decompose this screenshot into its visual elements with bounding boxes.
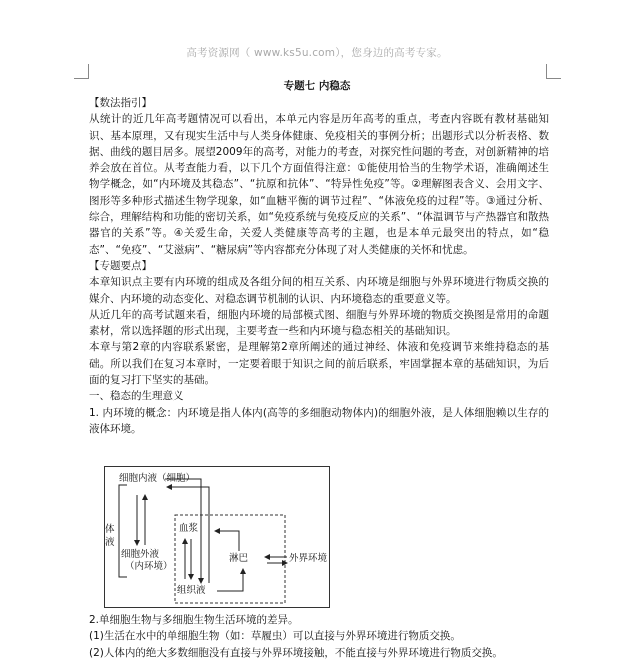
label-external-environment: 外界环境 <box>289 553 328 564</box>
section-heading: 【数法指引】 <box>89 97 152 109</box>
section-heading: 【专题要点】 <box>89 259 152 272</box>
paragraph: (1)生活在水中的单细胞生物（如：草履虫）可以直接与外界环境进行物质交换。 <box>89 630 461 643</box>
paragraph: 从近几年的高考试题来看，细胞内环境的局部模式图、细胞与外界环境的物质交换图是常用的命题素材，常以选择题的形式出现，主要考查一些和内环境与稳态相关的基础知识。 <box>89 308 549 338</box>
paragraph: 本章知识点主要有内环境的组成及各组分间的相互关系、内环境是细胞与外界环境进行物质交换的媒介、内环境的动态变化、对稳态调节机制的认识、内环境稳态的重要意义等。 <box>89 276 549 305</box>
label-interstitial: 组织液 <box>177 585 206 596</box>
label-plasma: 血浆 <box>179 523 199 534</box>
label-internal-environment: （内环境） <box>125 561 173 572</box>
crop-mark-top-right <box>546 64 561 79</box>
subsection-heading: 2.单细胞生物与多细胞生物生活环境的差异。 <box>89 614 299 626</box>
diagram-arrows <box>105 467 329 607</box>
paragraph: 从统计的近几年高考题情况可以看出，本单元内容是历年高考的重点，考查内容既有教材基础知识、基本原理，又有现实生活中与人类身体健康、免疫相关的事例分析；出题形式以分析表格、数据、曲线的题目居多。展望2009年的高考，对能力的考查，对探究性问题的考查，对创新精神的培养会放在首位。从考查能力看，以下几个方面值得注意：①能使用恰当的生物学术语，准确阐述生物学概念，如“内环境及其稳态”、“抗原和抗体”、“特异性免疫”等。②理解图表含义、会用文字、图形等多种形式描述生物学现象，如“血糖平衡的调节过程”、“体液免疫的过程”等。③通过分析、综合，理解结构和功能的密切关系，如“免疫系统与免疫反应的关系”、“体温调节与产热器官和散热器官的关系”等。④关爱生命，关爱人类健康等高考的主题，也是本单元最突出的特点，如“稳态”、“免疫”、“艾滋病”、“糖尿病”等内容都充分体现了对人类健康的关怀和忧虑。 <box>89 113 549 256</box>
site-header: 高考资源网（ www.ks5u.com），您身边的高考专家。 <box>186 47 448 59</box>
label-intracellular: 细胞内液（细胞） <box>119 473 196 484</box>
subsection-heading: 一、稳态的生理意义 <box>89 390 184 403</box>
page-title: 专题七 内稳态 <box>283 80 351 92</box>
paragraph: (2)人体内的绝大多数细胞没有直接与外界环境接触，不能直接与外界环境进行物质交换。 <box>89 646 503 659</box>
body-fluid-diagram <box>104 466 330 608</box>
paragraph: 1. 内环境的概念：内环境是指人体内(高等的多细胞动物体内)的细胞外液，是人体细胞赖以生存的液体环境。 <box>89 406 549 435</box>
label-extracellular: 细胞外液 <box>121 549 160 560</box>
crop-mark-top-left <box>74 64 89 79</box>
label-lymph: 淋巴 <box>229 553 249 564</box>
paragraph: 本章与第2章的内容联系紧密，是理解第2章所阐述的通过神经、体液和免疫调节来维持稳态的基础。所以我们在复习本章时，一定要着眼于知识之间的前后联系，牢固掌握本章的基础知识，为后面的复习打下坚实的基础。 <box>89 341 549 387</box>
document-body <box>89 95 549 437</box>
document-body-continued <box>89 612 549 661</box>
label-body-fluid: 体液 <box>105 524 115 548</box>
